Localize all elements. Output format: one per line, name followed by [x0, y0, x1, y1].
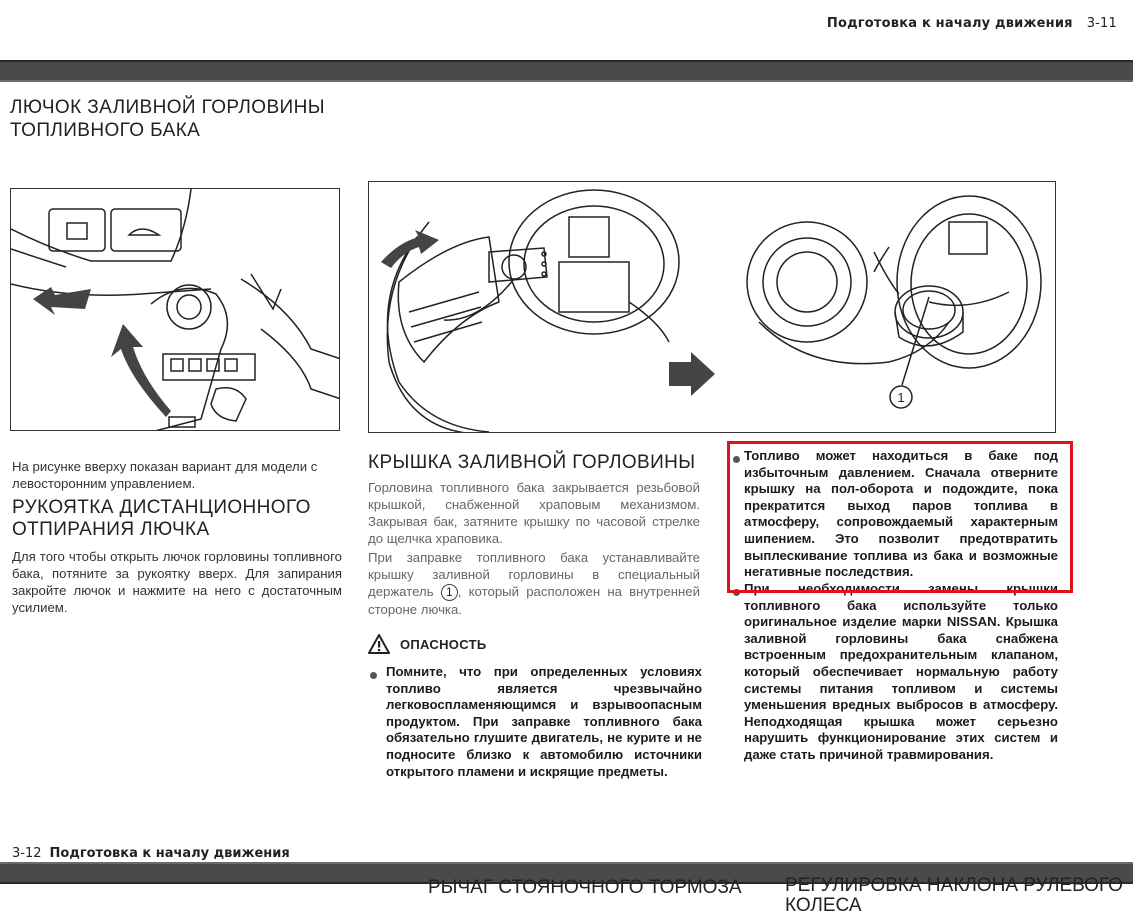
cap-holder-callout: 1	[441, 584, 458, 601]
fuel-filler-cap-figure	[368, 181, 1056, 433]
release-lever-paragraph: Для того чтобы открыть лючок горловины топливного бака, потяните за рукоятку вверх. Для запирания закройте лючок и нажмите на него с достаточным усилием.	[12, 549, 342, 615]
header-page-number: 3-11	[1086, 16, 1117, 31]
warning-triangle-icon	[368, 634, 390, 654]
cap-replacement-text: При необходимости замены крышки топливного бака используйте только оригинальное изделие марки NISSAN. Крышка заливной горловины бака снабжена встроенным предохранительным клапаном, который обеспечивает нормальную работу системы питания топливом и системы уменьшения вредных выбросов в атмосферу. Неподходящая крышка может серьезно нарушить функционирование этих систем и даже стать причиной травмирования.	[744, 581, 1058, 762]
paragraph-2-text-end: , который расположен на внутренней стороне лючка.	[368, 584, 700, 617]
figure-caption: На рисунке вверху показан вариант для модели с левосторонним управлением.	[12, 459, 318, 491]
warning-bullet	[370, 672, 377, 679]
page-footer	[12, 846, 290, 861]
footer-section-title: Подготовка к началу движения	[49, 846, 290, 861]
fuel-door-release-drawing	[11, 189, 340, 431]
callout-label-1: 1	[897, 390, 905, 405]
main-heading	[10, 96, 325, 142]
release-lever-heading	[12, 497, 311, 541]
paragraph-2-text-start: При заправке топливного бака устанавливайте крышку заливной горловины в специальный держатель	[368, 550, 700, 599]
main-heading-line2: ТОПЛИВНОГО БАКА	[10, 120, 201, 141]
warning-label: ОПАСНОСТЬ	[400, 636, 487, 652]
footer-page-number: 3-12	[12, 846, 42, 861]
main-heading-line1: ЛЮЧОК ЗАЛИВНОЙ ГОРЛОВИНЫ	[10, 97, 325, 118]
release-lever-heading-line2: ОТПИРАНИЯ ЛЮЧКА	[12, 519, 210, 540]
next-page-left-heading: РЫЧАГ СТОЯНОЧНОГО ТОРМОЗА	[428, 877, 742, 898]
highlight-box	[727, 441, 1073, 593]
release-lever-heading-line1: РУКОЯТКА ДИСТАНЦИОННОГО	[12, 497, 311, 518]
fuel-door-release-figure	[10, 188, 340, 431]
filler-cap-heading: КРЫШКА ЗАЛИВНОЙ ГОРЛОВИНЫ	[368, 452, 696, 473]
warning-header	[368, 634, 486, 654]
next-page-right-heading-line1: РЕГУЛИРОВКА НАКЛОНА РУЛЕВОГО	[785, 875, 1123, 896]
next-page-right-heading	[785, 876, 1123, 915]
fuel-filler-cap-drawing	[369, 182, 1056, 433]
filler-cap-paragraph-1: Горловина топливного бака закрывается резьбовой крышкой, снабженной храповым механизмом. Закрывая бак, затяните крышку по часовой стрелке до щелчка храповика.	[368, 480, 700, 546]
header-section-title: Подготовка к началу движения	[826, 16, 1073, 31]
pressure-warning-text: Топливо может находиться в баке под избыточным давлением. Сначала отверните крышку на пол-оборота и подождите, пока прекратится выход паров топлива в атмосферу, сопровождаемый характерным шипением. Это позволит предотвратить выплескивание топлива из бака и возможные негативные последствия.	[744, 448, 1058, 580]
next-page-right-heading-line2: КОЛЕСА	[785, 895, 862, 915]
header-bar	[0, 60, 1133, 82]
page-header	[827, 16, 1117, 31]
warning-text: Помните, что при определенных условиях топливо является чрезвычайно легковоспламеняющимся и взрывоопасным продуктом. При заправке топливного бака обязательно глушите двигатель, не курите и не подносите близко к автомобилю источники открытого пламени и искрящие предметы.	[386, 664, 702, 779]
filler-cap-paragraph-2	[368, 549, 700, 618]
